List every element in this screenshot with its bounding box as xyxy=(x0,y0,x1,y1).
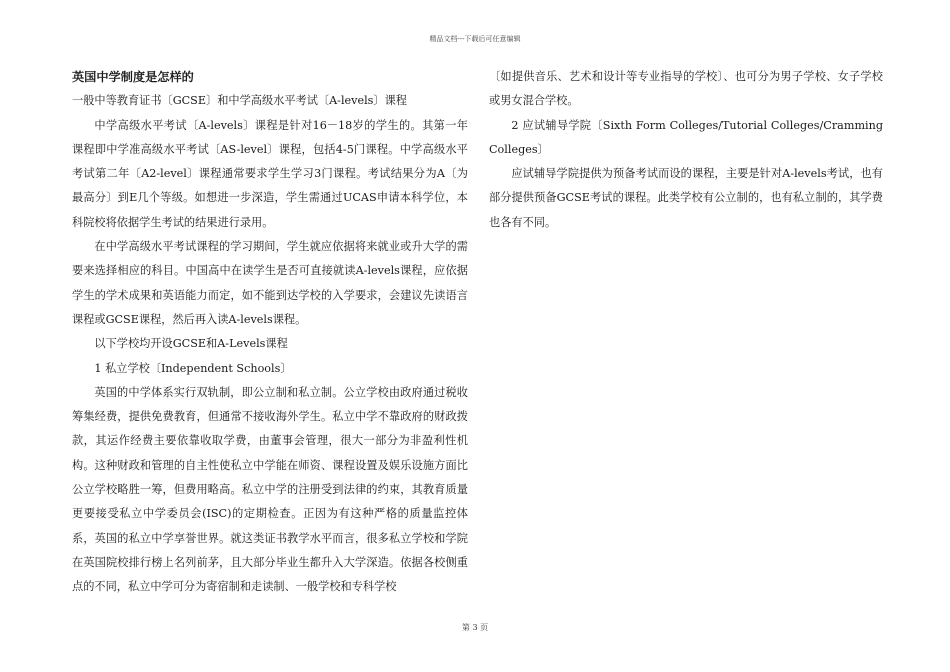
page-header: 精品文档---下载后可任意编辑 xyxy=(429,35,521,43)
heading-tutorial-colleges: 2 应试辅导学院〔Sixth Form Colleges/Tutorial Colleges/Cramming Colleges〕 xyxy=(489,118,883,156)
page-number: 第 3 页 xyxy=(461,623,489,632)
paragraph-schools-offering: 以下学校均开设GCSE和A-Levels课程 xyxy=(94,337,288,351)
paragraph-school-types-continued: 〔如提供音乐、艺术和设计等专业指导的学校〕、也可分为男子学校、女子学校或男女混合学校。 xyxy=(489,70,883,108)
right-column xyxy=(489,65,883,235)
article-title: 英国中学制度是怎样的 xyxy=(72,70,194,84)
paragraph-a-levels-intro: 中学高级水平考试〔A-levels〕课程是针对16－18岁的学生的。其第一年课程即中学准高级水平考试〔AS-level〕课程，包括4-5门课程。中学高级水平考试第二年〔A2-level〕课程通常要求学生学习3门课程。考试结果分为A〔为最高分〕到E几个等级。如想进一步深造，学生需通过UCAS申请本科学位，本科院校将依据学生考试的结果进行录用。 xyxy=(72,118,468,229)
left-column xyxy=(72,65,468,600)
article-subtitle: 一般中等教育证书〔GCSE〕和中学高级水平考试〔A-levels〕课程 xyxy=(72,94,407,108)
heading-independent-schools: 1 私立学校〔Independent Schools〕 xyxy=(94,361,292,375)
paragraph-subject-selection: 在中学高级水平考试课程的学习期间，学生就应依据将来就业或升大学的需要来选择相应的科目。中国高中在读学生是否可直接就读A-levels课程，应依据学生的学术成果和英语能力而定，如不能到达学校的入学要求，会建议先读语言课程或GCSE课程，然后再入读A-levels课程。 xyxy=(72,240,468,326)
paragraph-independent-schools: 英国的中学体系实行双轨制，即公立制和私立制。公立学校由政府通过税收筹集经费，提供免费教育，但通常不接收海外学生。私立中学不靠政府的财政拨款，其运作经费主要依靠收取学费，由董事会管理，很大一部分为非盈利性机构。这种财政和管理的自主性使私立中学能在师资、课程设置及娱乐设施方面比公立学校略胜一筹，但费用略高。私立中学的注册受到法律的约束，其教育质量更要接受私立中学委员会(ISC)的定期检查。正因为有这种严格的质量监控体系，英国的私立中学享誉世界。就这类证书教学水平而言，很多私立学校和学院在英国院校排行榜上名列前茅，且大部分毕业生都升入大学深造。依据各校侧重点的不同，私立中学可分为寄宿制和走读制、一般学校和专科学校 xyxy=(72,385,468,594)
paragraph-tutorial-colleges: 应试辅导学院提供为预备考试而设的课程，主要是针对A-levels考试，也有部分提供预备GCSE考试的课程。此类学校有公立制的，也有私立制的，其学费也各有不同。 xyxy=(489,167,883,229)
